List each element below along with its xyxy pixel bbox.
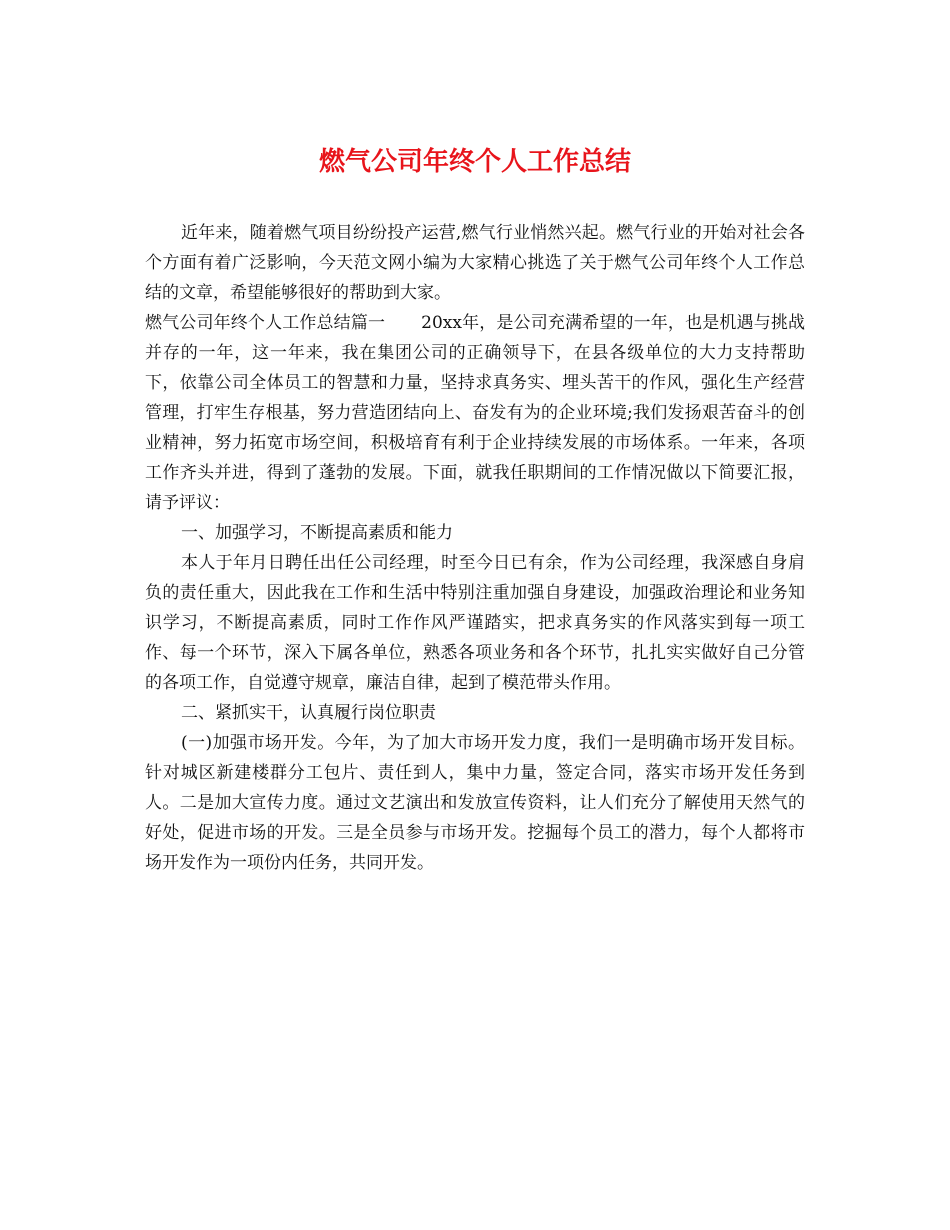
paragraph-2: (一)加强市场开发。今年，为了加大市场开发力度，我们一是明确市场开发目标。针对城区新建楼群分工包片、责任到人，集中力量，签定合同，落实市场开发任务到人。二是加大宣传力度。通过文艺演出和发放宣传资料，让人们充分了解使用天然气的好处，促进市场的开发。三是全员参与市场开发。挖掘每个员工的潜力，每个人都将市场开发作为一项份内任务，共同开发。 [145,733,805,873]
intro-paragraph: 近年来，随着燃气项目纷纷投产运营,燃气行业悄然兴起。燃气行业的开始对社会各个方面有着广泛影响，今天范文网小编为大家精心挑选了关于燃气公司年终个人工作总结的文章，希望能够很好的帮助到大家。 [145,223,805,303]
paragraph-1: 本人于年月日聘任出任公司经理，时至今日已有余，作为公司经理，我深感自身肩负的责任重大，因此我在工作和生活中特别注重加强自身建设，加强政治理论和业务知识学习，不断提高素质，同时工作作风严谨踏实，把求真务实的作风落实到每一项工作、每一个环节，深入下属各单位，熟悉各项业务和各个环节，扎扎实实做好自己分管的各项工作，自觉遵守规章，廉洁自律，起到了模范带头作用。 [145,553,805,693]
heading-1: 一、加强学习，不断提高素质和能力 [181,523,453,543]
document-body [145,218,805,878]
section-paragraph [145,308,805,518]
section-label: 燃气公司年终个人工作总结篇一 [145,313,386,333]
section-body: 20xx年，是公司充满希望的一年，也是机遇与挑战并存的一年，这一年来，我在集团公司的正确领导下，在县各级单位的大力支持帮助下，依靠公司全体员工的智慧和力量，坚持求真务实、埋头苦干的作风，强化生产经营管理，打牢生存根基，努力营造团结向上、奋发有为的企业环境;我们发扬艰苦奋斗的创业精神，努力拓宽市场空间，积极培育有利于企业持续发展的市场体系。一年来，各项工作齐头并进，得到了蓬勃的发展。下面，就我任职期间的工作情况做以下简要汇报，请予评议： [145,313,805,513]
heading-2: 二、紧抓实干，认真履行岗位职责 [181,703,436,723]
document-title: 燃气公司年终个人工作总结 [318,147,631,177]
